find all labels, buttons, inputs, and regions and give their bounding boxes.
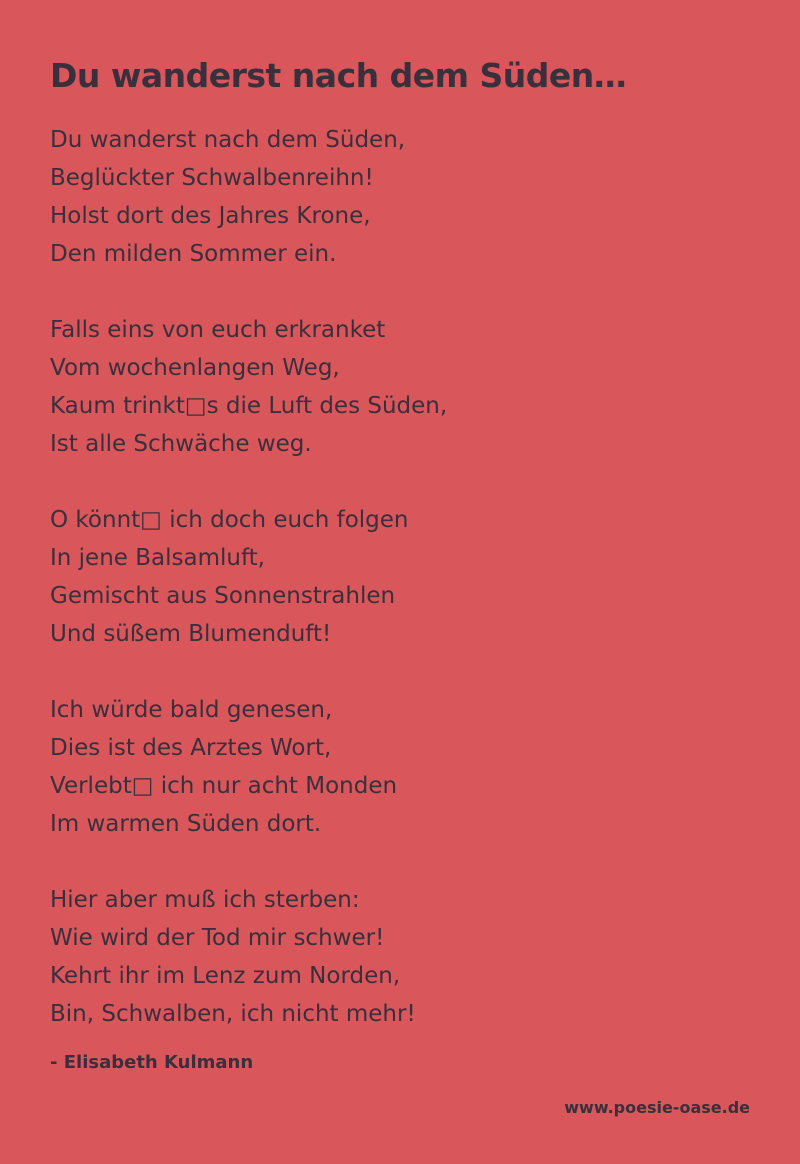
poem-line: O könnt□ ich doch euch folgen — [50, 507, 409, 533]
stanza-3 — [50, 501, 750, 653]
poem-line: Ist alle Schwäche weg. — [50, 431, 312, 457]
poem-line: Holst dort des Jahres Krone, — [50, 203, 371, 229]
poem-line: Vom wochenlangen Weg, — [50, 355, 340, 381]
poem-line: Kehrt ihr im Lenz zum Norden, — [50, 963, 401, 989]
poem-line: Und süßem Blumenduft! — [50, 621, 332, 647]
stanza-2 — [50, 311, 750, 463]
poem-line: Beglückter Schwalbenreihn! — [50, 165, 374, 191]
stanza-4 — [50, 691, 750, 843]
website-url: www.poesie-oase.de — [564, 1098, 750, 1117]
poem-line: Verlebt□ ich nur acht Monden — [50, 773, 398, 799]
stanza-5 — [50, 881, 750, 1033]
poem-line: Falls eins von euch erkranket — [50, 317, 386, 343]
poem-line: Dies ist des Arztes Wort, — [50, 735, 332, 761]
poem-line: Hier aber muß ich sterben: — [50, 887, 360, 913]
poem-line: Ich würde bald genesen, — [50, 697, 333, 723]
poem-line: Bin, Schwalben, ich nicht mehr! — [50, 1001, 416, 1027]
poem-line: Gemischt aus Sonnenstrahlen — [50, 583, 396, 609]
poem-line: Den milden Sommer ein. — [50, 241, 337, 267]
poem-line: Wie wird der Tod mir schwer! — [50, 925, 385, 951]
poem-line: In jene Balsamluft, — [50, 545, 265, 571]
poem-line: Im warmen Süden dort. — [50, 811, 322, 837]
poem-line: Kaum trinkt□s die Luft des Süden, — [50, 393, 448, 419]
stanza-1 — [50, 121, 750, 273]
poem-body — [50, 121, 750, 1033]
poem-title: Du wanderst nach dem Süden… — [50, 56, 627, 95]
poem-author: - Elisabeth Kulmann — [50, 1052, 254, 1073]
poem-line: Du wanderst nach dem Süden, — [50, 127, 406, 153]
